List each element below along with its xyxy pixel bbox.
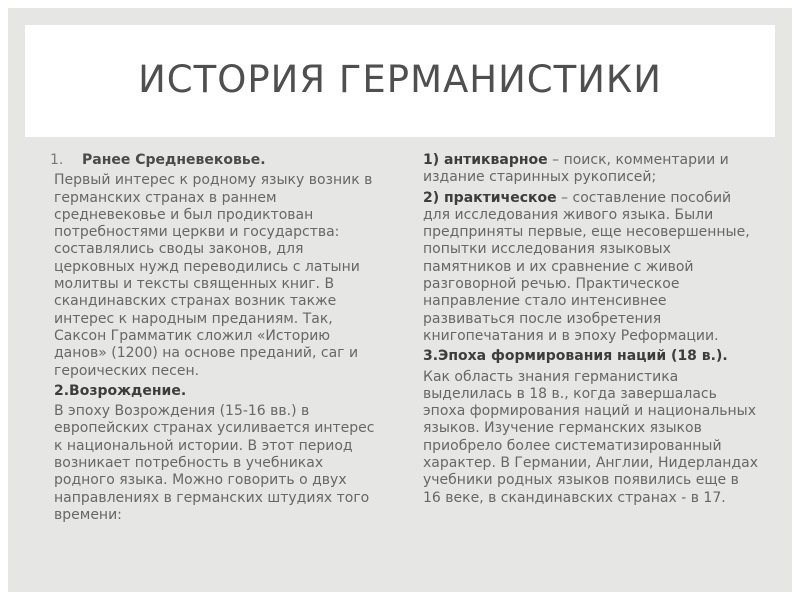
section-2-heading: 2.Возрождение. bbox=[54, 382, 187, 399]
section-1-heading bbox=[50, 152, 385, 169]
right-column bbox=[423, 152, 758, 510]
section-3-text: Как область знания германистика выделилась в 18 в., когда завершалась эпоха формирования наций и национальных языков. Изучение германских языков приобрело более систематизированный характер. В Германии, Англии, Нидерландах учебники родных языков появились еще в 16 веке, в скандинавских странах - в 17. bbox=[423, 368, 758, 506]
title-band bbox=[25, 25, 775, 137]
section-2-text: В эпоху Возрождения (15-16 вв.) в европейских странах усиливается интерес к национальной истории. В этот период возникает потребность в учебниках родного языка. Можно говорить о двух направлениях в германских штудиях того времени: bbox=[54, 403, 375, 523]
slide-title: ИСТОРИЯ ГЕРМАНИСТИКИ bbox=[138, 58, 662, 101]
section-1-title: Ранее Средневековье. bbox=[82, 152, 266, 168]
direction-1 bbox=[423, 152, 758, 187]
direction-1-label: 1) антикварное bbox=[423, 152, 548, 168]
section-1-text: Первый интерес к родному языку возник в германских странах в раннем средневековье и был продиктован потребностями церкви и государства: составлялись своды законов, для церковных нужд переводились с латыни молитвы и тексты священных книг. В скандинавских странах возник также интерес к народным преданиям. Так, Саксон Грамматик сложил «Историю данов» (1200) на основе преданий, саг и героических песен. bbox=[54, 172, 373, 379]
direction-2 bbox=[423, 190, 758, 346]
left-column bbox=[50, 152, 385, 527]
section-1-number: 1. bbox=[50, 152, 64, 168]
direction-1-text: – поиск, комментарии и издание старинных рукописей; bbox=[423, 152, 729, 186]
direction-2-text: – составление пособий для исследования живого языка. Были предприняты первые, еще несовершенные, попытки исследования языковых памятников и их сравнение с живой разговорной речью. Практическое направление стало интенсивнее развиваться после изобретения книгопечатания и в эпоху Реформации. bbox=[423, 189, 750, 344]
direction-2-label: 2) практическое bbox=[423, 189, 557, 206]
section-3-heading: 3.Эпоха формирования наций (18 в.). bbox=[423, 348, 728, 365]
